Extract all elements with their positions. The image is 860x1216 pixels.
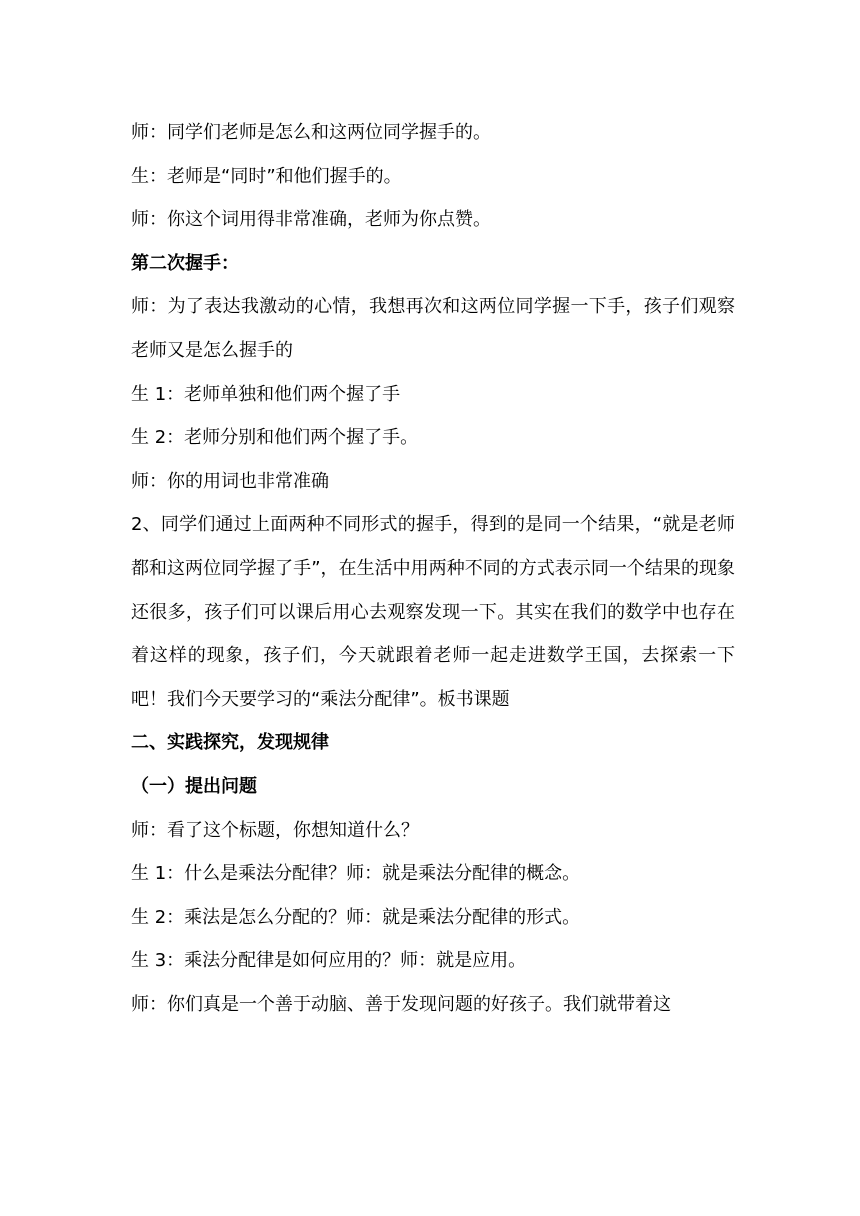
second-handshake-heading: 第二次握手： (131, 252, 239, 274)
student1-answer-line: 生 1：老师单独和他们两个握了手 (131, 383, 401, 405)
student1-question-line: 生 1：什么是乘法分配律？师：就是乘法分配律的概念。 (131, 863, 581, 885)
teacher-closing-line: 师：你们真是一个善于动脑、善于发现问题的好孩子。我们就带着这 (131, 993, 671, 1015)
subsection-heading-raise-questions: （一）提出问题 (131, 775, 257, 797)
document-body (131, 111, 735, 1026)
student2-question-line: 生 2：乘法是怎么分配的？师：就是乘法分配律的形式。 (131, 906, 581, 928)
lesson-introduction-paragraph: 2、同学们通过上面两种不同形式的握手，得到的是同一个结果，“就是老师都和这两位同学握了手”，在生活中用两种不同的方式表示同一个结果的现象还很多，孩子们可以课后用心去观察发现一下。其实在我们的数学中也存在着这样的现象，孩子们，今天就跟着老师一起走进数学王国，去探索一下吧！我们今天要学习的“乘法分配律”。板书课题 (131, 514, 735, 710)
student2-answer-line: 生 2：老师分别和他们两个握了手。 (131, 427, 419, 449)
section-heading-practice-explore: 二、实践探究，发现规律 (131, 732, 329, 754)
student3-question-line: 生 3：乘法分配律是如何应用的？师：就是应用。 (131, 950, 527, 972)
student-answer-line: 生：老师是“同时”和他们握手的。 (131, 165, 402, 187)
teacher-question-line: 师：同学们老师是怎么和这两位同学握手的。 (131, 122, 491, 143)
teacher-title-question-line: 师：看了这个标题，你想知道什么？ (131, 819, 419, 841)
teacher-second-handshake-paragraph: 师：为了表达我激动的心情，我想再次和这两位同学握一下手，孩子们观察老师又是怎么握手的 (131, 296, 735, 361)
teacher-praise-line: 师：你这个词用得非常准确，老师为你点赞。 (131, 209, 491, 231)
teacher-word-praise-line: 师：你的用词也非常准确 (131, 470, 329, 492)
